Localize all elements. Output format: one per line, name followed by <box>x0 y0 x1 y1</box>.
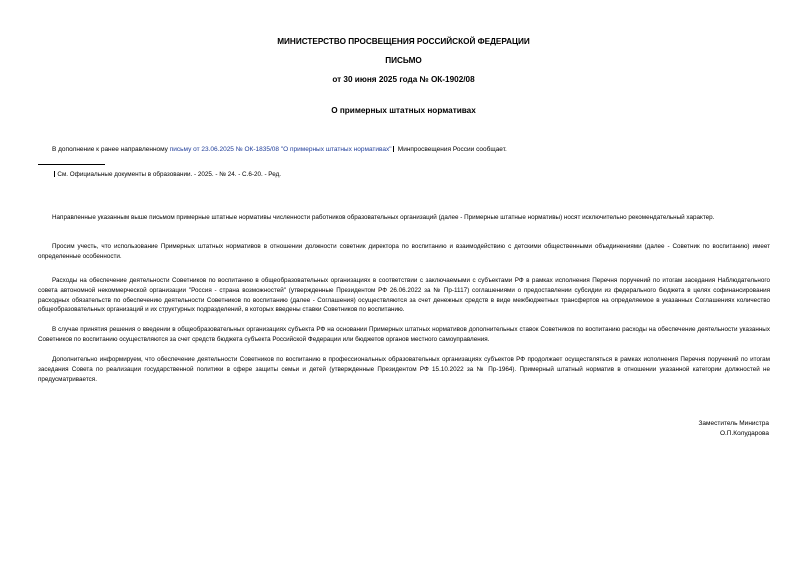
body-paragraph-3: Расходы на обеспечение деятельности Советников по воспитанию в общеобразовательных организациях в соответствии с заключаемыми с субъектами РФ в рамках исполнения Перечня поручений по итогам заседания Наблюдательного совета автономной некоммерческой организации "Россия - страна возможностей" (утвержденные Президентом РФ 26.06.2022 за № Пр-1117) соглашениями о предоставлении субсидии из федерального бюджета в целях софинансирования расходных обязательств по обеспечению деятельности Советников по воспитанию (далее - Соглашения) осуществляются за счет денежных средств в виде межбюджетных трансфертов на определяемое в указанных Соглашениях количество общеобразовательных организаций и их структурных подразделений, в которых введены ставки Советников по воспитанию. <box>38 277 770 314</box>
intro-paragraph <box>52 145 772 154</box>
referenced-letter-link[interactable]: письму от 23.06.2025 № ОК-1835/08 "О примерных штатных нормативах" <box>169 146 392 153</box>
document-kind: ПИСЬМО <box>385 56 422 65</box>
footnote <box>54 170 281 179</box>
footnote-text: См. Официальные документы в образовании. - 2025. - № 24. - С.6-20. - Ред. <box>57 171 281 178</box>
body-paragraph-4: В случае принятия решения о введении в общеобразовательных организациях субъекта РФ на основании Примерных штатных нормативов дополнительных ставок Советников по воспитанию расходы на обеспечение деятельности указанных Советников по воспитанию осуществляются за счет средств бюджета субъекта Российской Федерации или бюджетов органов местного самоуправления. <box>38 326 770 343</box>
document-subject: О примерных штатных нормативах <box>331 106 476 115</box>
signatory-title: Заместитель Министра <box>698 420 769 427</box>
body-paragraph-1: Направленные указанным выше письмом примерные штатные нормативы численности работников образовательных организаций (далее - Примерные штатные нормативы) носят исключительно рекомендательный характер. <box>52 214 715 221</box>
body-paragraph-2: Просим учесть, что использование Примерных штатных нормативов в отношении должности советник директора по воспитанию и взаимодействию с детскими общественными объединениями (далее - Советник по воспитанию) имеет определенные особенности. <box>38 243 770 260</box>
footnote-divider <box>38 164 105 165</box>
ministry-heading: МИНИСТЕРСТВО ПРОСВЕЩЕНИЯ РОССИЙСКОЙ ФЕДЕРАЦИИ <box>277 37 530 46</box>
footnote-marker-icon <box>54 171 55 177</box>
body-paragraph-5: Дополнительно информируем, что обеспечение деятельности Советников по воспитанию в профессиональных образовательных организациях субъектов РФ продолжает осуществляться в рамках исполнения Перечня поручений по итогам заседания Совета по реализации государственной политики в сфере защиты семьи и детей (утвержденные Президентом РФ 15.10.2022 за № Пр-1964). Примерный штатный норматив в отношении указанной категории должностей не предусматривается. <box>38 356 770 383</box>
intro-text-before-link: В дополнение к ранее направленному <box>52 146 170 153</box>
document-date-number: от 30 июня 2025 года № ОК-1902/08 <box>332 75 475 84</box>
footnote-marker-icon[interactable] <box>393 146 394 152</box>
signatory-name: О.П.Колударова <box>719 430 769 437</box>
intro-text-after-link: Минпросвещения России сообщает. <box>395 146 507 153</box>
